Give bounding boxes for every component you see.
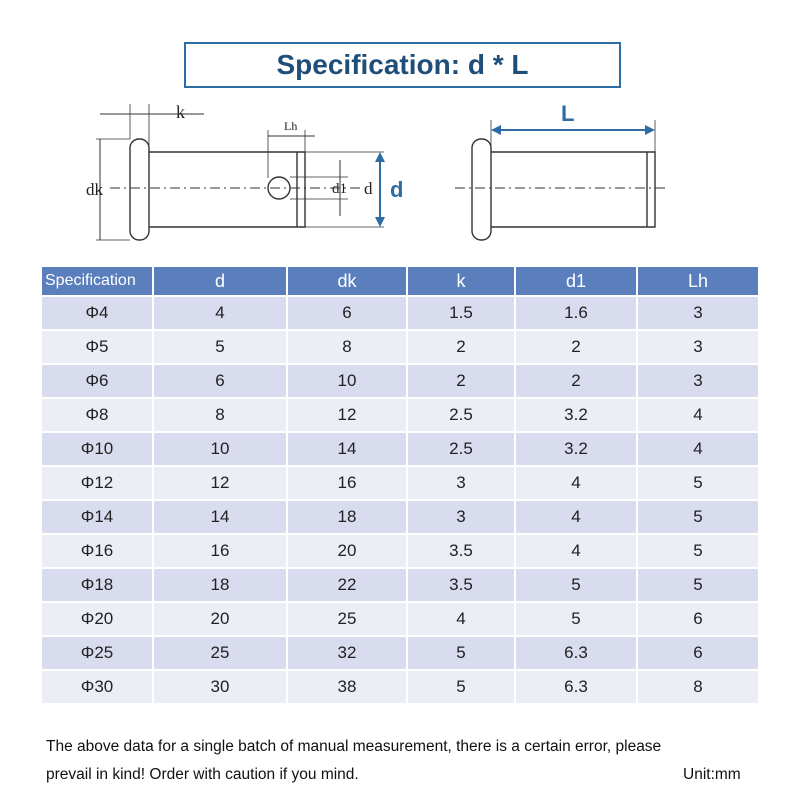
cell-lh: 5: [638, 535, 758, 567]
cell-specification: Φ12: [42, 467, 152, 499]
cell-d1: 4: [516, 467, 636, 499]
cell-dk: 10: [288, 365, 406, 397]
cell-specification: Φ10: [42, 433, 152, 465]
cell-k: 3: [408, 501, 514, 533]
pin-shank-left: [149, 152, 305, 227]
cell-k: 3: [408, 467, 514, 499]
cell-d1: 4: [516, 535, 636, 567]
header-k: k: [408, 267, 514, 295]
cell-dk: 8: [288, 331, 406, 363]
cell-lh: 4: [638, 433, 758, 465]
cell-lh: 5: [638, 467, 758, 499]
cell-d1: 6.3: [516, 637, 636, 669]
cell-k: 4: [408, 603, 514, 635]
cell-k: 5: [408, 671, 514, 703]
cell-k: 2.5: [408, 399, 514, 431]
page-title: Specification: d * L: [276, 49, 529, 80]
cell-lh: 3: [638, 297, 758, 329]
header-dk: dk: [288, 267, 406, 295]
cell-dk: 14: [288, 433, 406, 465]
table-row: [42, 603, 758, 635]
cell-dk: 22: [288, 569, 406, 601]
cell-dk: 25: [288, 603, 406, 635]
header-d: d: [154, 267, 286, 295]
cell-lh: 8: [638, 671, 758, 703]
pin-head-left: [130, 139, 149, 240]
label-l: L: [561, 101, 575, 126]
cell-specification: Φ18: [42, 569, 152, 601]
cell-d: 14: [154, 501, 286, 533]
table-row: [42, 671, 758, 703]
label-d1: d1: [332, 181, 347, 197]
cell-d: 30: [154, 671, 286, 703]
cell-dk: 20: [288, 535, 406, 567]
cell-d1: 6.3: [516, 671, 636, 703]
table-row: [42, 467, 758, 499]
header-d1: d1: [516, 267, 636, 295]
cell-dk: 6: [288, 297, 406, 329]
cell-k: 2.5: [408, 433, 514, 465]
label-d-big: d: [390, 177, 404, 202]
cell-d: 18: [154, 569, 286, 601]
cell-d1: 1.6: [516, 297, 636, 329]
cell-dk: 38: [288, 671, 406, 703]
cell-specification: Φ30: [42, 671, 152, 703]
cell-specification: Φ25: [42, 637, 152, 669]
label-d: d: [364, 179, 373, 198]
cell-k: 2: [408, 365, 514, 397]
table-row: [42, 433, 758, 465]
pin-drawing: [0, 0, 800, 260]
cell-d1: 5: [516, 569, 636, 601]
right-pin-diagram: [455, 120, 665, 240]
cell-lh: 3: [638, 365, 758, 397]
cell-k: 5: [408, 637, 514, 669]
cell-specification: Φ20: [42, 603, 152, 635]
cell-lh: 5: [638, 501, 758, 533]
cell-specification: Φ16: [42, 535, 152, 567]
cell-d: 8: [154, 399, 286, 431]
cell-specification: Φ6: [42, 365, 152, 397]
note-line-2: prevail in kind! Order with caution if you mind.: [46, 766, 359, 783]
cell-d: 20: [154, 603, 286, 635]
cell-lh: 6: [638, 637, 758, 669]
unit-label: Unit:mm: [683, 766, 741, 783]
cell-specification: Φ5: [42, 331, 152, 363]
l-dimension-arrow: [491, 125, 655, 135]
cell-d: 25: [154, 637, 286, 669]
cell-k: 3.5: [408, 535, 514, 567]
cell-specification: Φ4: [42, 297, 152, 329]
cell-k: 3.5: [408, 569, 514, 601]
cell-dk: 18: [288, 501, 406, 533]
cell-specification: Φ14: [42, 501, 152, 533]
header-lh: Lh: [638, 267, 758, 295]
left-pin-diagram: [96, 104, 384, 240]
label-lh: Lh: [284, 119, 298, 133]
label-k: k: [176, 102, 185, 122]
note-line-1: The above data for a single batch of manual measurement, there is a certain error, please: [46, 738, 662, 755]
header-specification: Specification: [42, 267, 152, 295]
label-dk: dk: [86, 180, 103, 199]
cell-d1: 4: [516, 501, 636, 533]
cell-dk: 32: [288, 637, 406, 669]
cell-d1: 5: [516, 603, 636, 635]
cell-dk: 16: [288, 467, 406, 499]
cell-d1: 2: [516, 365, 636, 397]
cell-d: 16: [154, 535, 286, 567]
cell-d: 6: [154, 365, 286, 397]
cell-lh: 6: [638, 603, 758, 635]
d-dimension-arrow: [375, 152, 385, 227]
pin-head-right: [472, 139, 491, 240]
pin-shank-right: [491, 152, 655, 227]
table-row: [42, 535, 758, 567]
cell-d: 10: [154, 433, 286, 465]
cell-specification: Φ8: [42, 399, 152, 431]
table-row: [42, 331, 758, 363]
table-row: [42, 399, 758, 431]
cell-d: 5: [154, 331, 286, 363]
cell-d: 4: [154, 297, 286, 329]
spec-table: [40, 265, 760, 705]
cell-lh: 3: [638, 331, 758, 363]
cell-dk: 12: [288, 399, 406, 431]
cell-d1: 2: [516, 331, 636, 363]
cell-d1: 3.2: [516, 399, 636, 431]
table-row: [42, 365, 758, 397]
table-row: [42, 501, 758, 533]
cell-k: 2: [408, 331, 514, 363]
cell-lh: 5: [638, 569, 758, 601]
table-header-row: [42, 267, 758, 295]
cell-d1: 3.2: [516, 433, 636, 465]
cell-lh: 4: [638, 399, 758, 431]
cell-k: 1.5: [408, 297, 514, 329]
table-row: [42, 569, 758, 601]
table-row: [42, 297, 758, 329]
table-row: [42, 637, 758, 669]
cell-d: 12: [154, 467, 286, 499]
